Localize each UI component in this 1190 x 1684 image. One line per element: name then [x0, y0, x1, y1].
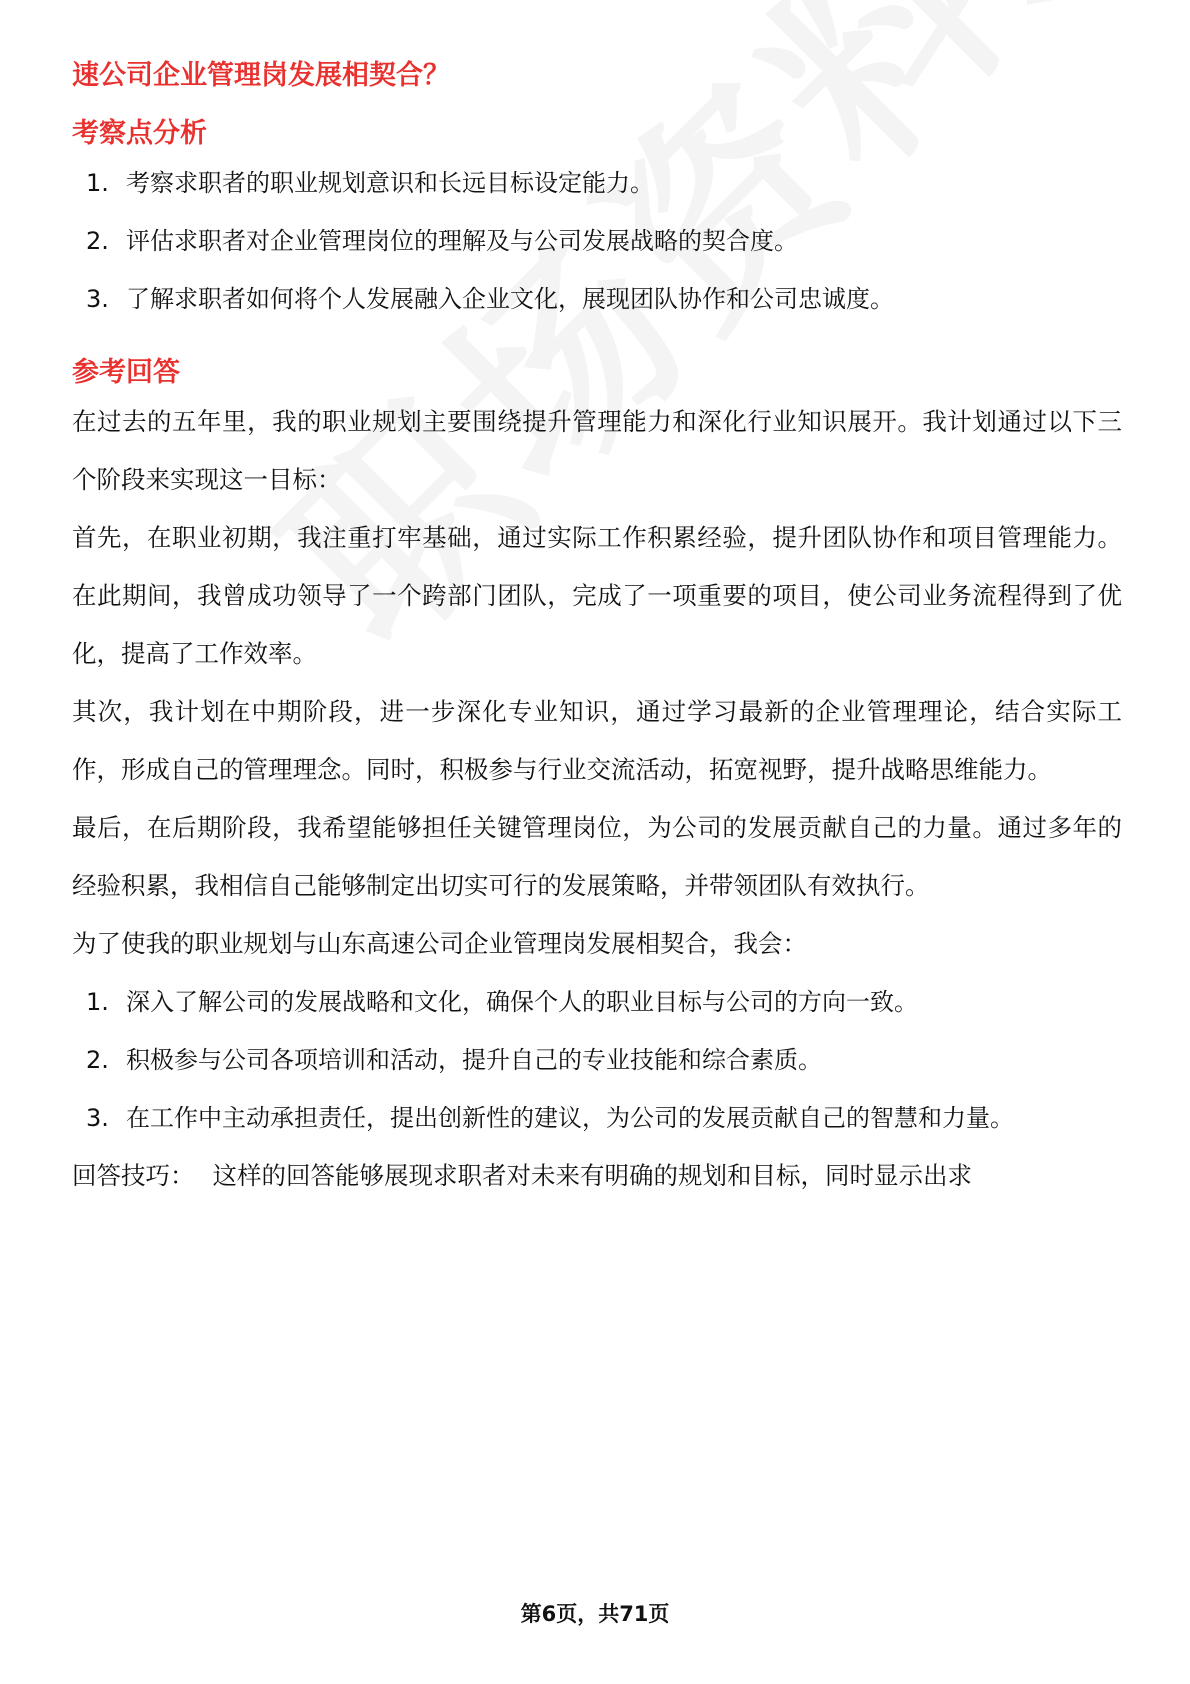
list-item-text: 考察求职者的职业规划意识和长远目标设定能力。	[126, 169, 654, 197]
list-item-text: 评估求职者对企业管理岗位的理解及与公司发展战略的契合度。	[126, 227, 798, 255]
tips-label: 回答技巧：	[72, 1161, 195, 1190]
list-item-text: 积极参与公司各项培训和活动，提升自己的专业技能和综合素质。	[126, 1046, 822, 1074]
answer-paragraph: 首先，在职业初期，我注重打牢基础，通过实际工作积累经验，提升团队协作和项目管理能力。在此期间，我曾成功领导了一个跨部门团队，完成了一项重要的项目，使公司业务流程得到了优化，提高了工作效率。	[72, 523, 1122, 668]
answer-paragraph: 其次，我计划在中期阶段，进一步深化专业知识，通过学习最新的企业管理理论，结合实际工作，形成自己的管理理念。同时，积极参与行业交流活动，拓宽视野，提升战略思维能力。	[72, 697, 1122, 784]
analysis-heading: 考察点分析	[72, 118, 207, 149]
list-number: 2.	[86, 227, 109, 255]
list-item	[72, 154, 1122, 212]
list-number: 3.	[86, 1104, 109, 1132]
list-number: 2.	[86, 1046, 109, 1074]
list-number: 3.	[86, 285, 109, 313]
answer-list	[72, 973, 1122, 1147]
page-number: 第6页，共71页	[520, 1602, 670, 1626]
list-number: 1.	[86, 169, 109, 197]
list-item	[72, 212, 1122, 270]
list-item-text: 在工作中主动承担责任，提出创新性的建议，为公司的发展贡献自己的智慧和力量。	[126, 1104, 1014, 1132]
list-item-text: 了解求职者如何将个人发展融入企业文化，展现团队协作和公司忠诚度。	[126, 285, 894, 313]
list-number: 1.	[86, 988, 109, 1016]
answer-paragraph: 为了使我的职业规划与山东高速公司企业管理岗发展相契合，我会：	[72, 929, 807, 958]
analysis-list	[72, 154, 1122, 328]
list-item	[72, 1031, 1122, 1089]
answer-heading: 参考回答	[72, 357, 180, 388]
question-title: 速公司企业管理岗发展相契合？	[72, 60, 450, 91]
list-item	[72, 973, 1122, 1031]
answer-tips	[72, 1147, 1122, 1205]
content	[72, 56, 1122, 1205]
answer-paragraph: 最后，在后期阶段，我希望能够担任关键管理岗位，为公司的发展贡献自己的力量。通过多年的经验积累，我相信自己能够制定出切实可行的发展策略，并带领团队有效执行。	[72, 813, 1122, 900]
list-item	[72, 270, 1122, 328]
tips-text: 这样的回答能够展现求职者对未来有明确的规划和目标，同时显示出求	[212, 1161, 972, 1190]
list-item-text: 深入了解公司的发展战略和文化，确保个人的职业目标与公司的方向一致。	[126, 988, 918, 1016]
answer-paragraph: 在过去的五年里，我的职业规划主要围绕提升管理能力和深化行业知识展开。我计划通过以下三个阶段来实现这一目标：	[72, 407, 1122, 494]
list-item	[72, 1089, 1122, 1147]
